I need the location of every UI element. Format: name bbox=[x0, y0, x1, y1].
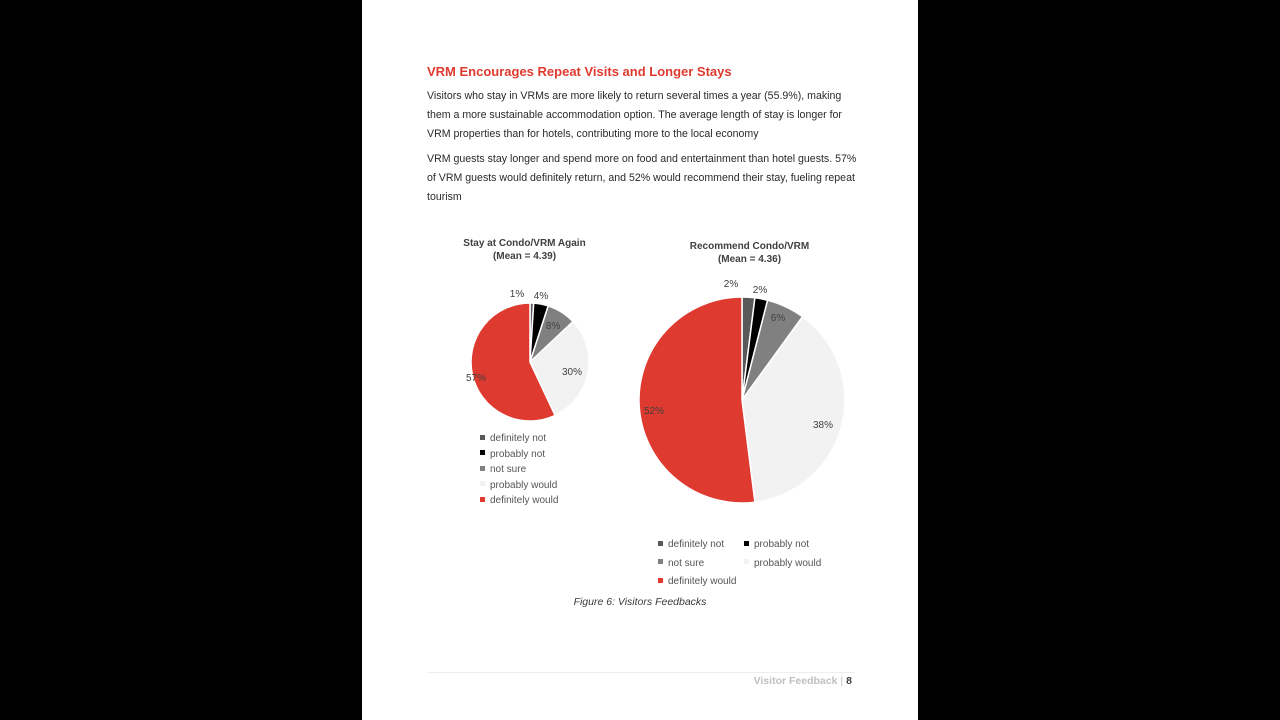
chart-2-legend-item bbox=[658, 555, 744, 574]
page-footer bbox=[754, 675, 852, 687]
legend-label: definitely would bbox=[668, 576, 737, 587]
legend-label: probably would bbox=[754, 557, 822, 569]
legend-label: not sure bbox=[490, 464, 527, 475]
chart-2-legend-item bbox=[658, 536, 744, 555]
legend-swatch bbox=[658, 541, 663, 546]
document-page bbox=[362, 0, 918, 720]
chart-2-legend-item bbox=[744, 555, 830, 574]
footer-divider bbox=[427, 672, 855, 673]
page-number: 8 bbox=[846, 675, 852, 687]
chart-1-data-label: 30% bbox=[561, 367, 583, 378]
footer-separator: | bbox=[840, 675, 844, 687]
chart-1-legend-item bbox=[480, 493, 558, 509]
chart-2-data-label: 2% bbox=[752, 285, 768, 296]
chart-1-data-label: 1% bbox=[509, 289, 525, 300]
legend-swatch bbox=[744, 559, 749, 564]
chart-2-title-text: Recommend Condo/VRM bbox=[689, 241, 810, 252]
chart-2-pie bbox=[624, 276, 864, 516]
legend-swatch bbox=[480, 450, 485, 455]
chart-1-data-label: 57% bbox=[465, 373, 487, 384]
chart-2-data-label: 6% bbox=[770, 313, 786, 324]
chart-2-legend-item bbox=[658, 573, 744, 592]
footer-section: Visitor Feedback bbox=[753, 675, 838, 687]
legend-swatch bbox=[658, 559, 663, 564]
chart-2-title bbox=[662, 240, 837, 266]
chart-2-data-label: 52% bbox=[643, 406, 665, 417]
chart-1-pie bbox=[450, 282, 610, 442]
chart-1-legend-item bbox=[480, 447, 558, 463]
chart-1-legend-item bbox=[480, 478, 558, 494]
legend-swatch bbox=[480, 497, 485, 502]
legend-swatch bbox=[658, 578, 663, 583]
chart-1-data-label: 8% bbox=[545, 321, 561, 332]
legend-swatch bbox=[744, 541, 749, 546]
legend-label: definitely would bbox=[490, 495, 559, 506]
chart-1-legend-item bbox=[480, 431, 558, 447]
legend-swatch bbox=[480, 481, 485, 486]
legend-swatch bbox=[480, 435, 485, 440]
legend-label: probably would bbox=[490, 479, 558, 491]
chart-2-legend bbox=[658, 536, 848, 592]
chart-1-data-label: 4% bbox=[533, 291, 549, 302]
legend-label: probably not bbox=[490, 448, 546, 460]
legend-label: definitely not bbox=[490, 433, 547, 444]
section-heading: VRM Encourages Repeat Visits and Longer Stays bbox=[427, 64, 732, 79]
chart-2-legend-item bbox=[744, 536, 830, 555]
paragraph-2: VRM guests stay longer and spend more on food and entertainment than hotel guests. 57% of VRM guests would definitely return, and 52% would recommend their stay, fueling repeat tourism bbox=[427, 153, 857, 203]
paragraph-1: Visitors who stay in VRMs are more likely to return several times a year (55.9%), making them a more sustainable accommodation option. The average length of stay is longer for VRM properties than for hotels, contributing more to the local economy bbox=[427, 90, 842, 140]
legend-label: not sure bbox=[668, 557, 705, 569]
chart-2-slice-definitely-would bbox=[639, 297, 755, 503]
figure-caption: Figure 6: Visitors Feedbacks bbox=[573, 596, 707, 608]
legend-swatch bbox=[480, 466, 485, 471]
chart-1-subtitle: (Mean = 4.39) bbox=[492, 251, 557, 262]
chart-2-data-label: 2% bbox=[723, 279, 739, 290]
chart-1-title bbox=[442, 237, 607, 263]
chart-2-data-label: 38% bbox=[812, 420, 834, 431]
legend-label: definitely not bbox=[668, 539, 725, 550]
chart-2-subtitle: (Mean = 4.36) bbox=[717, 254, 782, 265]
chart-1-title-text: Stay at Condo/VRM Again bbox=[463, 238, 586, 249]
legend-label: probably not bbox=[754, 539, 810, 550]
chart-1-legend-item bbox=[480, 462, 558, 478]
chart-1-legend bbox=[480, 431, 558, 509]
